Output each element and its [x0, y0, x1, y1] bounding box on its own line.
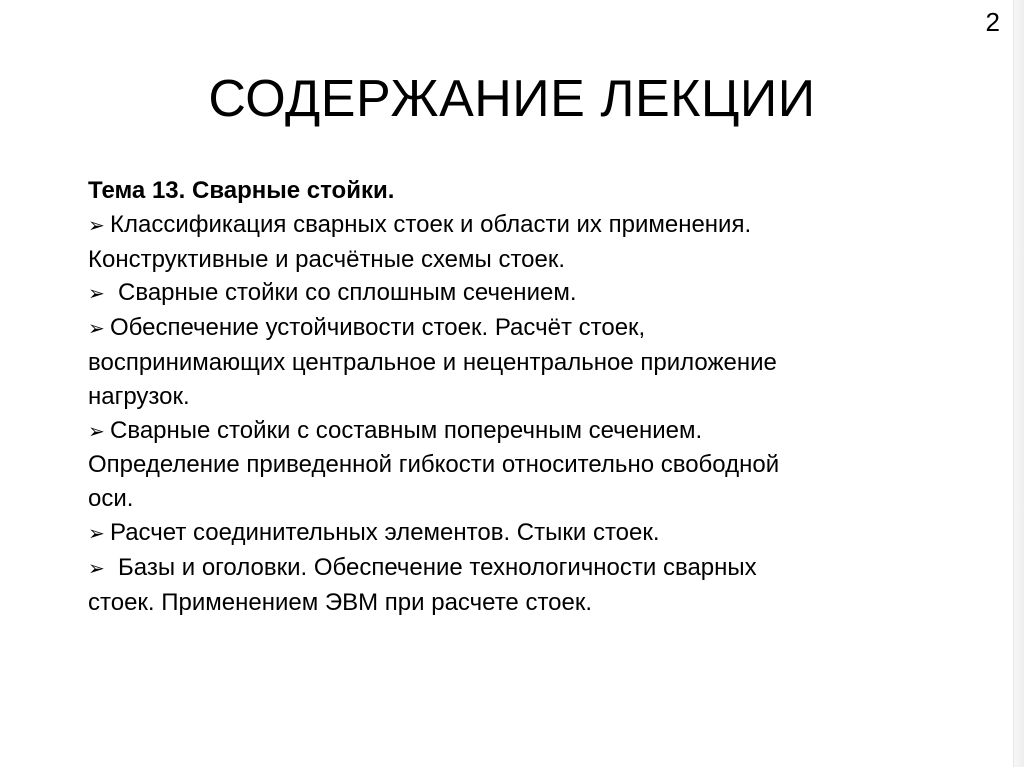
list-item: [88, 208, 938, 277]
arrow-bullet-icon: ➢: [88, 281, 105, 306]
lecture-contents: [88, 174, 938, 619]
list-item-text: Сварные стойки со сплошным сечением.: [118, 279, 577, 307]
list-item-continuation: оси.: [88, 485, 134, 513]
list-item: [88, 551, 938, 620]
slide-title: СОДЕРЖАНИЕ ЛЕКЦИИ: [208, 70, 816, 128]
list-item: [88, 311, 938, 413]
list-item-continuation: Конструктивные и расчётные схемы стоек.: [88, 245, 566, 273]
list-item-text: Сварные стойки с составным поперечным сечением.: [110, 416, 703, 444]
list-item: [88, 276, 938, 311]
arrow-bullet-icon: ➢: [88, 520, 105, 545]
arrow-bullet-icon: ➢: [88, 316, 105, 341]
topic-heading: Тема 13. Сварные стойки.: [88, 177, 395, 204]
page-number: 2: [985, 7, 1000, 37]
list-item-text: Базы и оголовки. Обеспечение технологичности сварных: [118, 553, 757, 581]
list-item-text: Классификация сварных стоек и области их применения.: [110, 210, 752, 238]
list-item-continuation: воспринимающих центральное и нецентральное приложение: [88, 348, 777, 376]
arrow-bullet-icon: ➢: [88, 418, 105, 443]
arrow-bullet-icon: ➢: [88, 212, 105, 237]
list-item: [88, 414, 938, 516]
list-item-text: Обеспечение устойчивости стоек. Расчёт стоек,: [110, 314, 646, 342]
list-item-text: Расчет соединительных элементов. Стыки стоек.: [110, 518, 660, 546]
list-item: [88, 516, 938, 551]
list-item-continuation: стоек. Применением ЭВМ при расчете стоек.: [88, 588, 593, 616]
list-item-continuation: нагрузок.: [88, 382, 190, 410]
list-item-continuation: Определение приведенной гибкости относительно свободной: [88, 451, 780, 479]
arrow-bullet-icon: ➢: [88, 555, 105, 580]
